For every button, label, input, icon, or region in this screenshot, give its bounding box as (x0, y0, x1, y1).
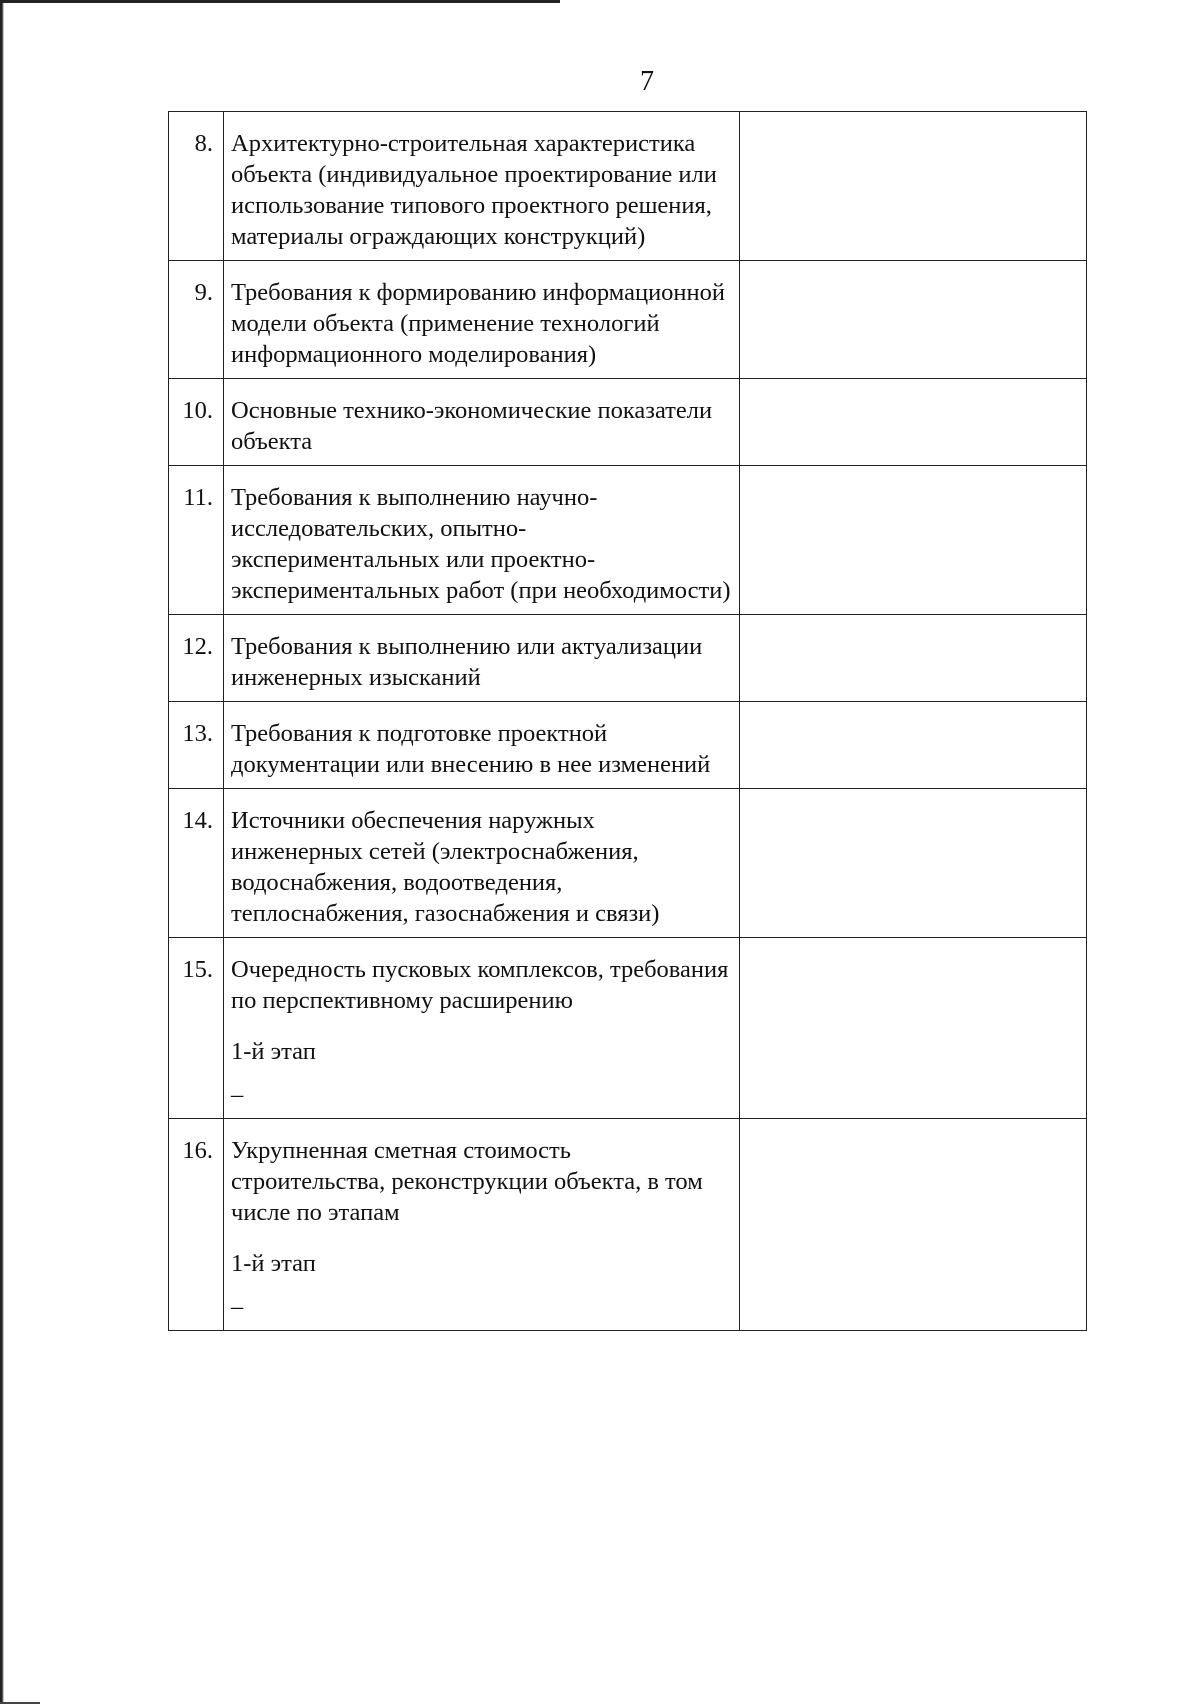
row-number: 16. (169, 1119, 224, 1331)
row-description (224, 1119, 740, 1331)
row-value (740, 1119, 1087, 1331)
row-number: 8. (169, 112, 224, 261)
row-description (224, 938, 740, 1119)
scan-edge-bottom (0, 1690, 40, 1704)
row-number: 10. (169, 379, 224, 466)
row-number: 9. (169, 261, 224, 379)
stage-label: 1-й этап (231, 1038, 316, 1065)
row-description: Требования к выполнению научно-исследовательских, опытно-экспериментальных или проектно-экспериментальных работ (при необходимости) (224, 466, 740, 615)
row-value (740, 379, 1087, 466)
stage-label: 1-й этап (231, 1250, 316, 1277)
table-row (169, 789, 1087, 938)
row-value (740, 702, 1087, 789)
row-number: 13. (169, 702, 224, 789)
table-row (169, 261, 1087, 379)
row-description-text: Очередность пусковых комплексов, требования по перспективному расширению (231, 956, 729, 1014)
stage-dash: – (231, 1081, 244, 1108)
row-value (740, 615, 1087, 702)
scan-edge-left (0, 0, 4, 1704)
row-description: Требования к формированию информационной модели объекта (применение технологий информационного моделирования) (224, 261, 740, 379)
table-row (169, 938, 1087, 1119)
row-description: Требования к подготовке проектной документации или внесению в нее изменений (224, 702, 740, 789)
table-row (169, 379, 1087, 466)
row-description: Источники обеспечения наружных инженерных сетей (электроснабжения, водоснабжения, водоотведения, теплоснабжения, газоснабжения и связи) (224, 789, 740, 938)
row-value (740, 112, 1087, 261)
row-description-text: Укрупненная сметная стоимость строительства, реконструкции объекта, в том числе по этапам (231, 1137, 703, 1226)
table-row (169, 1119, 1087, 1331)
page-number: 7 (640, 66, 654, 97)
row-number: 14. (169, 789, 224, 938)
row-number: 11. (169, 466, 224, 615)
row-value (740, 466, 1087, 615)
table-row (169, 702, 1087, 789)
row-description: Требования к выполнению или актуализации инженерных изысканий (224, 615, 740, 702)
row-description: Основные технико-экономические показатели объекта (224, 379, 740, 466)
row-value (740, 789, 1087, 938)
stage-dash: – (231, 1293, 244, 1320)
row-number: 15. (169, 938, 224, 1119)
table-row (169, 615, 1087, 702)
table-row (169, 466, 1087, 615)
row-value (740, 261, 1087, 379)
row-number: 12. (169, 615, 224, 702)
row-description: Архитектурно-строительная характеристика объекта (индивидуальное проектирование или использование типового проектного решения, материалы ограждающих конструкций) (224, 112, 740, 261)
requirements-table (168, 111, 1087, 1331)
scan-edge-top (0, 0, 560, 3)
table-row (169, 112, 1087, 261)
row-value (740, 938, 1087, 1119)
